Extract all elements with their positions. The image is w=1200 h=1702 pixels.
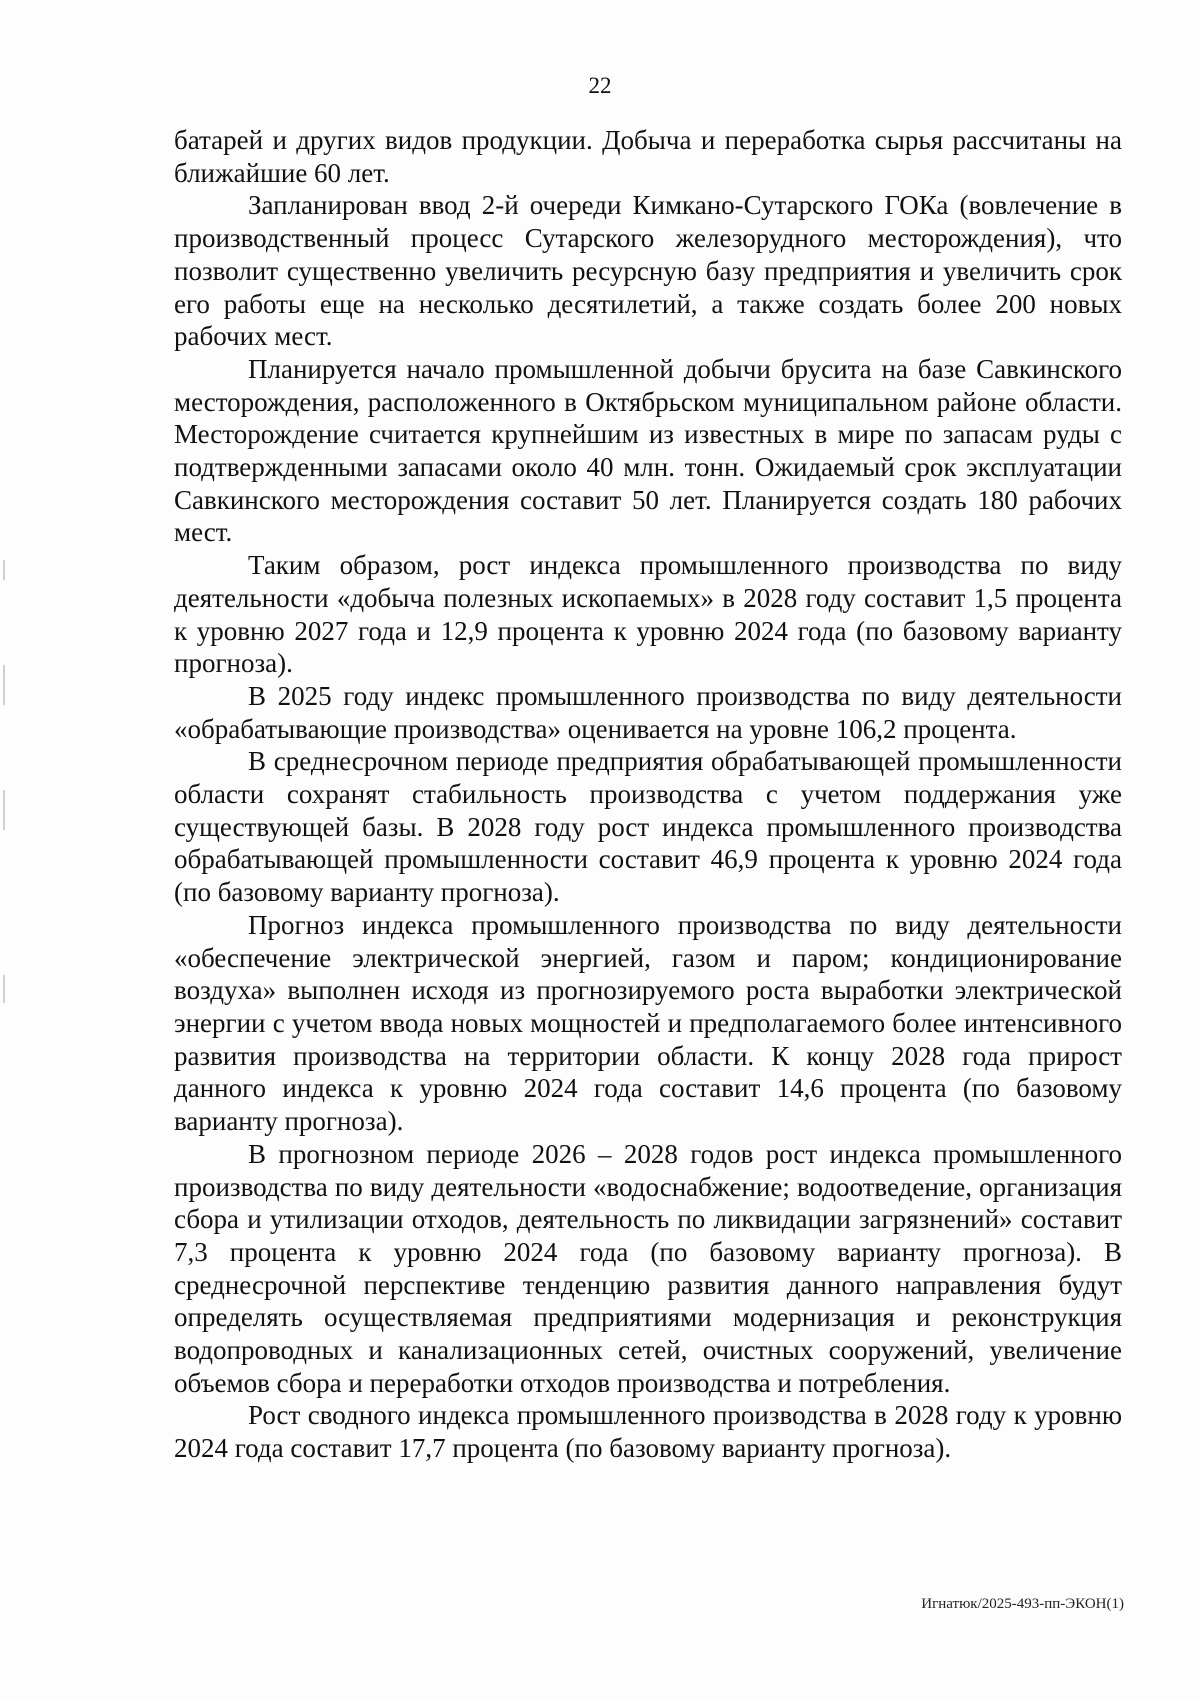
paragraph: Таким образом, рост индекса промышленного производства по виду деятельности «добыча полезных ископаемых» в 2028 году составит 1,5 процента к уровню 2027 года и 12,9 процента к уровню 2024 года (по базовому варианту прогноза). [174,550,1122,679]
paragraph: Рост сводного индекса промышленного производства в 2028 году к уровню 2024 года составит 17,7 процента (по базовому варианту прогноза). [174,1400,1122,1464]
paragraph: В прогнозном периоде 2026 – 2028 годов рост индекса промышленного производства по виду деятельности «водоснабжение; водоотведение, организация сбора и утилизации отходов, деятельность по ликвидации загрязнений» составит 7,3 процента к уровню 2024 года (по базовому варианту прогноза). В среднесрочной перспективе тенденцию развития данного направления будут определять осуществляемая предприятиями модернизация и реконструкция водопроводных и канализационных сетей, очистных сооружений, увеличение объемов сбора и переработки отходов производства и потребления. [174,1138,1122,1398]
page-number: 22 [588,73,612,98]
paragraph: Запланирован ввод 2-й очереди Кимкано-Сутарского ГОКа (вовлечение в производственный процесс Сутарского железорудного месторождения), что позволит существенно увеличить ресурсную базу предприятия и увеличить срок его работы еще на несколько десятилетий, а также создать более 200 новых рабочих мест. [174,190,1122,352]
document-registration-code: Игнатюк/2025-493-пп-ЭКОН(1) [921,1596,1124,1612]
paragraph: В среднесрочном периоде предприятия обрабатывающей промышленности области сохранят стабильность производства с учетом поддержания уже существующей базы. В 2028 году рост индекса промышленного производства обрабатывающей промышленности составит 46,9 процента к уровню 2024 года (по базовому варианту прогноза). [174,746,1122,908]
body-text [174,124,1122,1465]
scan-artifact-line [3,975,5,1003]
paragraph: Планируется начало промышленной добычи брусита на базе Савкинского месторождения, расположенного в Октябрьском муниципальном районе области. Месторождение считается крупнейшим из известных в мире по запасам руды с подтвержденными запасами около 40 млн. тонн. Ожидаемый срок эксплуатации Савкинского месторождения составит 50 лет. Планируется создать 180 рабочих мест. [174,353,1122,548]
paragraph: Прогноз индекса промышленного производства по виду деятельности «обеспечение электрической энергией, газом и паром; кондиционирование воздуха» выполнен исходя из прогнозируемого роста выработки электрической энергии с учетом ввода новых мощностей и предполагаемого более интенсивного развития производства на территории области. К концу 2028 года прирост данного индекса к уровню 2024 года составит 14,6 процента (по базовому варианту прогноза). [174,909,1122,1137]
scan-artifact-line [3,790,5,830]
paragraph: В 2025 году индекс промышленного производства по виду деятельности «обрабатывающие производства» оценивается на уровне 106,2 процента. [174,680,1122,744]
scan-artifact-line [3,665,5,705]
scan-artifact-line [3,560,5,580]
paragraph: батарей и других видов продукции. Добыча и переработка сырья рассчитаны на ближайшие 60 лет. [174,125,1122,188]
